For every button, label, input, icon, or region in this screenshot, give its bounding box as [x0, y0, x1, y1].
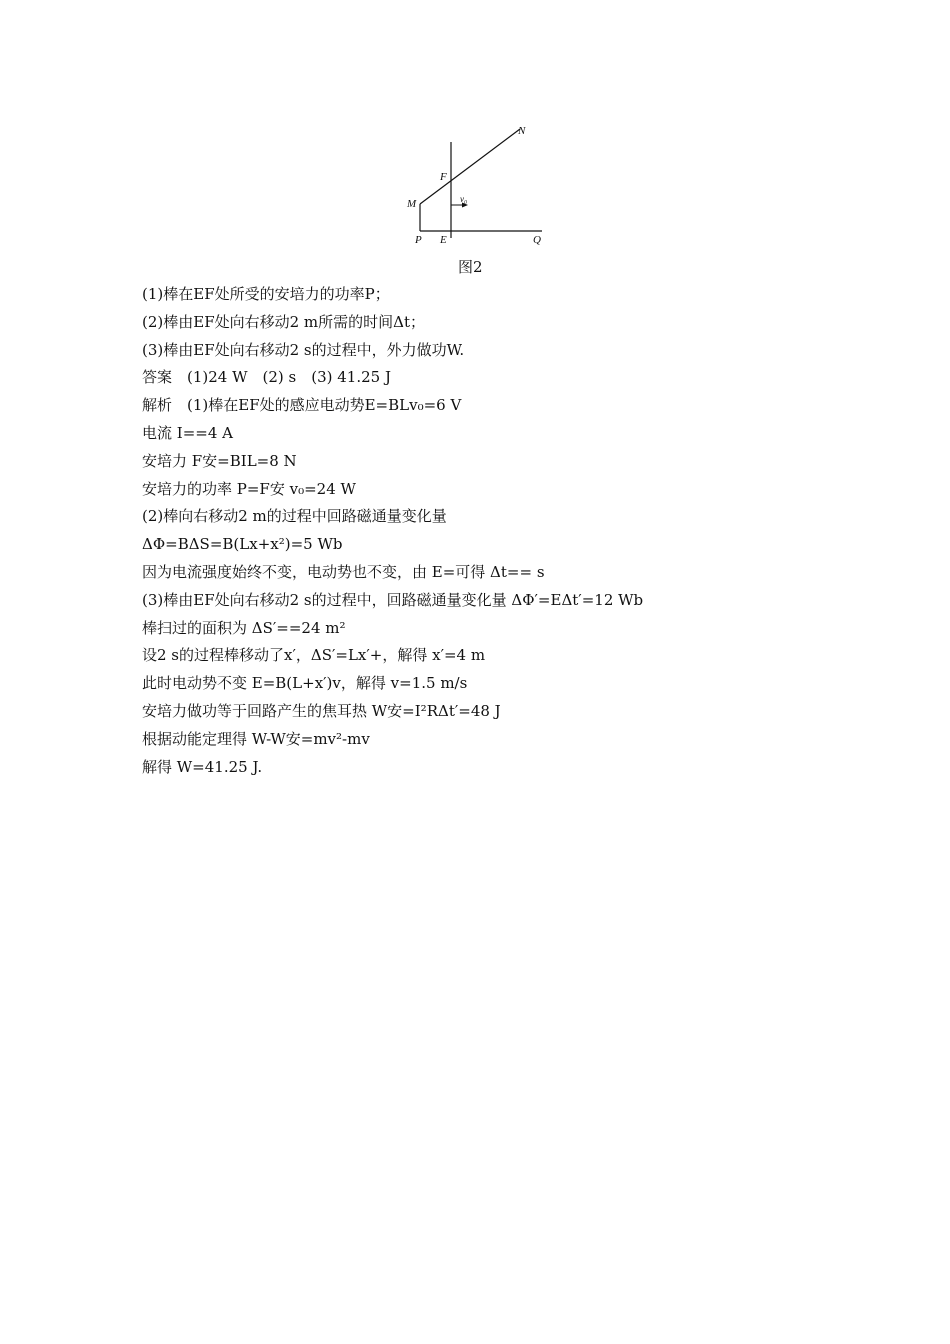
analysis-line: 解析 (1)棒在EF处的感应电动势E=BLv₀=6 V — [142, 396, 462, 415]
question-1: (1)棒在EF处所受的安培力的功率P； — [142, 285, 390, 303]
solution-line: 电流 I==4 A — [142, 423, 233, 442]
rail-mn — [420, 129, 520, 204]
label-e: E — [440, 234, 447, 246]
solution-line: 根据动能定理得 W-W安=mv²-mv — [142, 729, 370, 748]
label-n: N — [518, 125, 526, 137]
label-m: M — [407, 198, 417, 210]
solution-line: 棒扫过的面积为 ΔS′==24 m² — [142, 618, 346, 637]
question-2: (2)棒由EF处向右移动2 m所需的时间Δt； — [142, 312, 426, 331]
solution-line: 设2 s的过程棒移动了x′，ΔS′=Lx′+，解得 x′=4 m — [142, 646, 486, 665]
label-p: P — [415, 234, 422, 246]
solution-line: 安培力做功等于回路产生的焦耳热 W安=I²RΔt′=48 J — [142, 701, 501, 720]
figure-caption: 图2 — [458, 258, 483, 276]
solution-line: 安培力的功率 P=F安 v₀=24 W — [142, 479, 356, 498]
circuit-figure — [396, 122, 556, 252]
answer-line: 答案 (1)24 W (2) s (3) 41.25 J — [142, 368, 391, 387]
solution-text — [142, 281, 862, 781]
solution-line: (2)棒向右移动2 m的过程中回路磁通量变化量 — [142, 507, 447, 526]
solution-line: 此时电动势不变 E=B(L+x′)v，解得 v=1.5 m/s — [142, 674, 468, 693]
solution-line: 因为电流强度始终不变，电动势也不变，由 E=可得 Δt== s — [142, 562, 545, 581]
final-answer-line: 解得 W=41.25 J. — [142, 757, 263, 776]
solution-line: ΔΦ=BΔS=B(Lx+x²)=5 Wb — [142, 535, 343, 554]
question-3: (3)棒由EF处向右移动2 s的过程中，外力做功W. — [142, 340, 465, 359]
label-f: F — [440, 171, 447, 183]
label-v0: v₀ — [460, 194, 468, 204]
solution-line: 安培力 F安=BIL=8 N — [142, 451, 297, 470]
label-q: Q — [533, 234, 541, 246]
solution-line: (3)棒由EF处向右移动2 s的过程中，回路磁通量变化量 ΔΦ′=EΔt′=12 Wb — [142, 590, 644, 609]
